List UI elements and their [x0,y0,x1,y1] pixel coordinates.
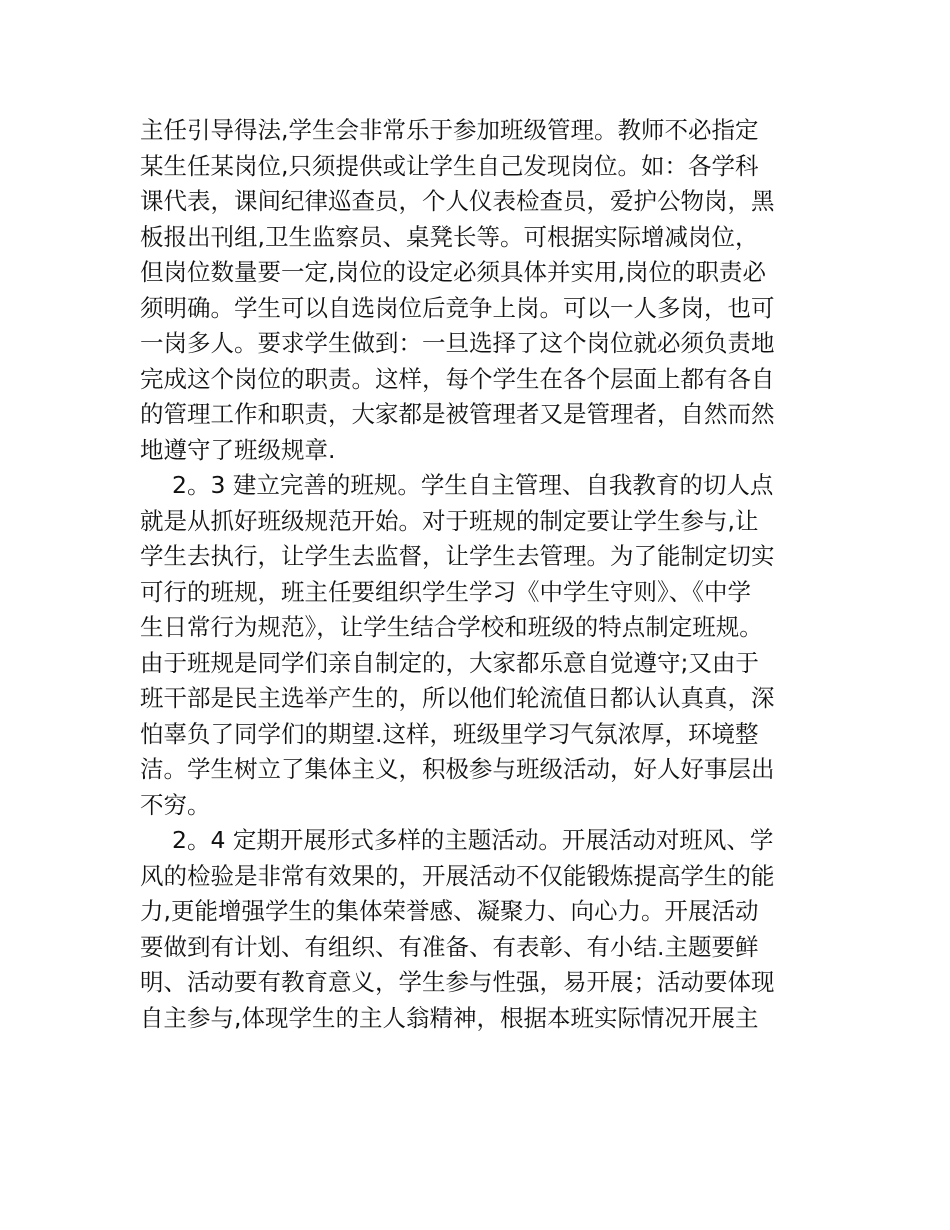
text-line: 2。4 定期开展形式多样的主题活动。开展活动对班风、学 [172,826,774,854]
text-line: 明、活动要有教育意义，学生参与性强，易开展；活动要体现 [140,968,775,996]
paragraph-3 [140,823,820,1036]
text-line: 就是从抓好班级规范开始。对于班规的制定要让学生参与,让 [140,506,759,535]
text-line: 怕辜负了同学们的期望.这样，班级里学习气氛浓厚，环境整 [140,719,759,748]
text-line: 板报出刊组,卫生监察员、桌凳长等。可根据实际增减岗位， [140,222,759,251]
text-line: 风的检验是非常有效果的，开展活动不仅能锻炼提高学生的能 [140,861,775,890]
text-line: 班干部是民主选举产生的，所以他们轮流值日都认认真真，深 [140,684,775,712]
text-line: 洁。学生树立了集体主义，积极参与班级活动，好人好事层出 [140,755,775,783]
text-line: 由于班规是同学们亲自制定的，大家都乐意自觉遵守;又由于 [140,648,759,677]
text-line: 力,更能增强学生的集体荣誉感、凝聚力、向心力。开展活动 [140,897,759,925]
text-line: 的管理工作和职责，大家都是被管理者又是管理者，自然而然 [140,400,775,428]
text-line: 一岗多人。要求学生做到：一旦选择了这个岗位就必须负责地 [140,329,775,357]
paragraph-2 [140,468,820,823]
text-line: 主任引导得法,学生会非常乐于参加班级管理。教师不必指定 [140,116,759,144]
document-page [140,113,820,1036]
text-line: 可行的班规，班主任要组织学生学习《中学生守则》、《中学 [140,577,751,606]
text-line: 生日常行为规范》，让学生结合学校和班级的特点制定班规。 [140,613,763,641]
text-line: 2。3 建立完善的班规。学生自主管理、自我教育的切人点 [172,471,774,499]
text-line: 地遵守了班级规章. [140,435,336,464]
text-line: 自主参与,体现学生的主人翁精神，根据本班实际情况开展主 [140,1003,759,1032]
text-line: 学生去执行，让学生去监督，让学生去管理。为了能制定切实 [140,542,775,570]
text-line: 但岗位数量要一定,岗位的设定必须具体并实用,岗位的职责必 [140,258,766,286]
text-line: 课代表，课间纪律巡查员，个人仪表检查员，爱护公物岗，黑 [140,187,775,215]
text-line: 不穷。 [140,790,211,819]
text-line: 某生任某岗位,只须提供或让学生自己发现岗位。如：各学科 [140,151,759,180]
text-line: 要做到有计划、有组织、有准备、有表彰、有小结.主题要鲜 [140,932,759,961]
text-line: 须明确。学生可以自选岗位后竞争上岗。可以一人多岗，也可 [140,293,775,322]
paragraph-1 [140,113,820,468]
text-line: 完成这个岗位的职责。这样，每个学生在各个层面上都有各自 [140,364,775,393]
